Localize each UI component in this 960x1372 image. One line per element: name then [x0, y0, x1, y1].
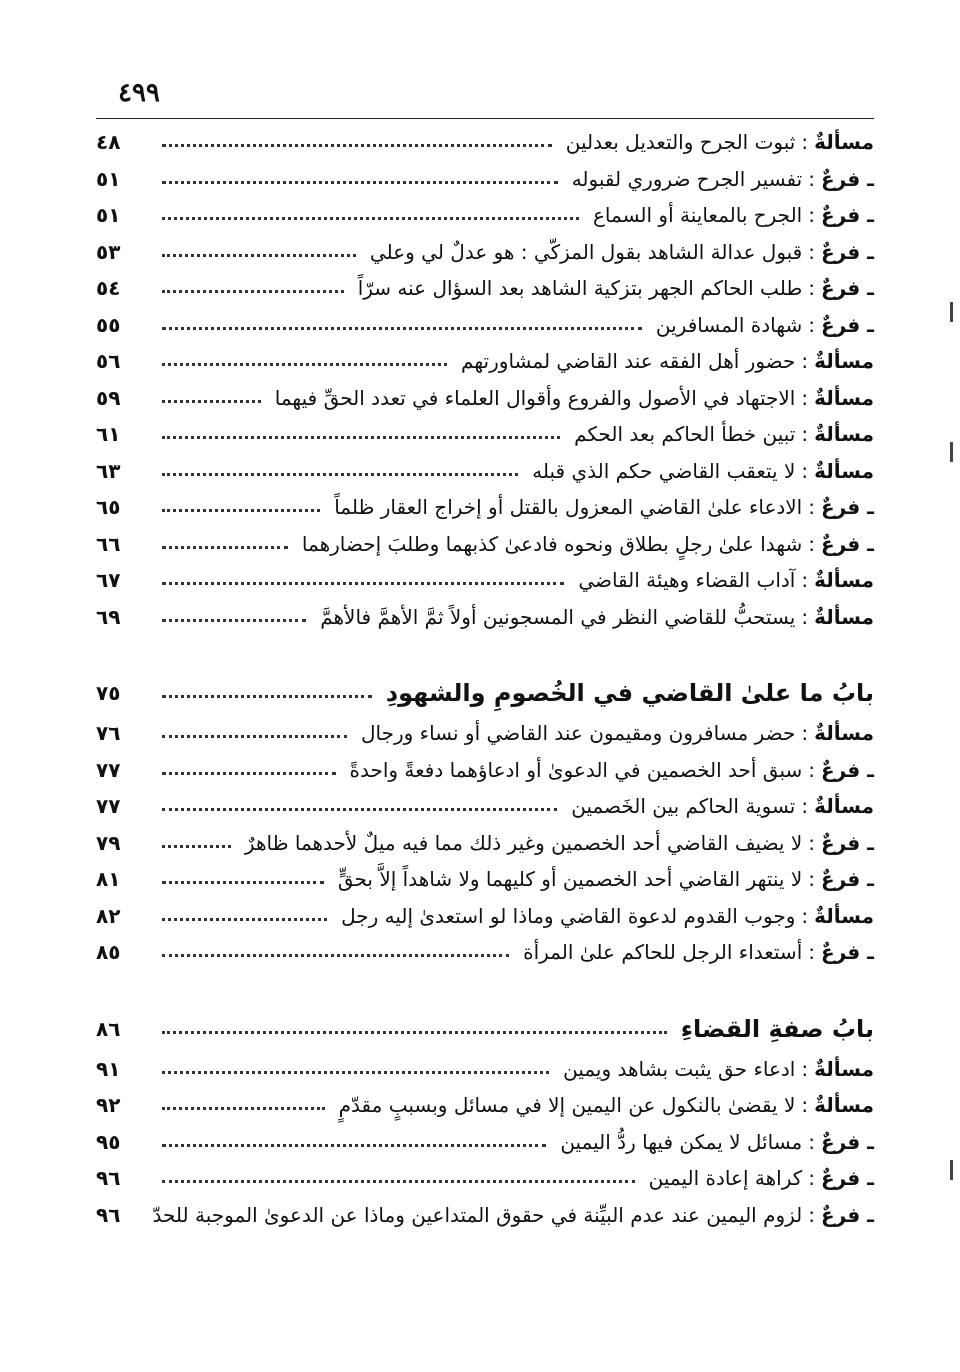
toc-entry: [96, 825, 874, 862]
leader-dots: [162, 953, 509, 957]
entry-text: لا يتعقب القاضي حكم الذي قبله: [532, 458, 796, 483]
leader-dots: [162, 880, 324, 884]
entry-label: [328, 495, 874, 519]
toc-entry: [96, 307, 874, 344]
leader-dots: [162, 1070, 549, 1074]
entry-keyword: مسألةٌ: [814, 604, 874, 629]
entry-text: كراهة إعادة اليمين: [648, 1166, 803, 1191]
toc-entry: [96, 416, 874, 453]
entry-keyword: مسألةٌ: [814, 568, 874, 593]
entry-keyword: مسألةٌ: [814, 349, 874, 374]
entry-separator: :: [808, 867, 815, 892]
entry-keyword: ـ فرعٌ: [821, 312, 874, 337]
entry-page-number: ٧٧: [96, 757, 121, 782]
entry-text: لا يضيف القاضي أحد الخصمين وغير ذلك مما فيه ميلٌ لأحدهما ظاهرٌ: [244, 830, 803, 855]
entry-keyword: مسألةٌ: [814, 385, 874, 410]
entry-text: شهدا علىٰ رجلٍ بطلاق ونحوه فادعىٰ كذبهما وطلبَ إحضارهما: [301, 531, 803, 556]
entry-separator: :: [801, 903, 809, 928]
entry-text: لا يقضىٰ بالنكول عن اليمين إلا في مسائل وبسببٍ مقدّمٍ: [338, 1093, 796, 1118]
entry-page-number: ٥٩: [96, 385, 121, 410]
entry-text: آداب القضاء وهيئة القاضي: [578, 568, 796, 593]
entry-label: [568, 422, 874, 446]
toc-entry: [96, 1087, 874, 1124]
toc-entry: [96, 270, 874, 307]
section-title: بابُ ما علىٰ القاضي في الخُصومِ والشهودِ: [380, 679, 874, 707]
entry-separator: :: [801, 604, 809, 629]
leader-dots: [162, 618, 306, 622]
leader-dots: [162, 216, 579, 220]
entry-text: الاجتهاد في الأصول والفروع وأقوال العلماء في تعدد الحقِّ فيهما: [274, 385, 796, 410]
entry-text: تفسير الجرح ضروري لقبوله: [571, 166, 803, 191]
toc-entry: [96, 861, 874, 898]
entry-keyword: ـ فرعٌ: [821, 1129, 874, 1154]
entry-label: [364, 240, 874, 264]
entry-separator: :: [801, 721, 809, 746]
toc-entry: [96, 197, 874, 234]
leader-dots: [162, 289, 344, 293]
entry-separator: :: [801, 385, 809, 410]
entry-keyword: ـ فرعٌ: [821, 1202, 874, 1227]
section-page-number: ٧٥: [96, 681, 121, 705]
entry-page-number: ٥٣: [96, 239, 121, 264]
leader-dots: [162, 399, 261, 403]
leader-dots: [162, 435, 560, 439]
entry-separator: :: [808, 1129, 815, 1154]
entry-label: [566, 167, 874, 191]
page-number: ٤٩٩: [118, 78, 160, 108]
entry-label: [296, 532, 874, 556]
entry-label: [333, 1093, 874, 1117]
entry-keyword: ـ فرعٌ: [821, 757, 874, 782]
entry-separator: :: [808, 1202, 815, 1227]
toc-entry: [96, 453, 874, 490]
entry-keyword: مسألةٌ: [814, 721, 874, 746]
margin-mark: [950, 302, 953, 322]
leader-dots: [162, 917, 327, 921]
leader-dots: [162, 472, 518, 476]
leader-dots: [162, 1143, 546, 1147]
entry-label: [560, 130, 874, 154]
entry-label: [565, 794, 874, 818]
entry-text: قبول عدالة الشاهد بقول المزكّي : هو عدلٌ لي وعلي: [369, 239, 803, 264]
leader-dots: [162, 771, 336, 775]
entry-separator: :: [808, 531, 815, 556]
entry-page-number: ٧٦: [96, 721, 121, 746]
leader-dots: [162, 508, 320, 512]
entry-keyword: مسألةٌ: [814, 1093, 874, 1118]
toc-entry: [96, 599, 874, 636]
entry-keyword: ـ فرعٌ: [821, 867, 874, 892]
entry-label: [587, 203, 874, 227]
entry-label: [554, 1130, 874, 1154]
entry-keyword: مسألةٌ: [814, 794, 874, 819]
entry-separator: :: [801, 1093, 809, 1118]
entry-page-number: ٥١: [96, 166, 121, 191]
entry-separator: :: [801, 1056, 809, 1081]
entry-keyword: ـ فرعٌ: [821, 203, 874, 228]
entry-label: [643, 1166, 874, 1190]
toc-entry: [96, 788, 874, 825]
section-heading: [96, 671, 874, 715]
leader-dots: [162, 581, 564, 585]
leader-dots: [162, 694, 372, 698]
entry-page-number: ٦١: [96, 422, 121, 447]
entry-text: طلب الحاكم الجهر بتزكية الشاهد بعد السؤال عنه سرّاً: [357, 276, 803, 301]
entry-label: [314, 605, 874, 629]
entry-page-number: ٥٤: [96, 276, 121, 301]
leader-dots: [162, 253, 356, 257]
entry-label: [147, 1203, 874, 1227]
entry-page-number: ٨٥: [96, 940, 121, 965]
leader-dots: [162, 180, 558, 184]
leader-dots: [162, 362, 447, 366]
entry-page-number: ٩٦: [96, 1202, 121, 1227]
entry-page-number: ٥١: [96, 203, 121, 228]
toc-entry: [96, 343, 874, 380]
leader-dots: [162, 734, 347, 738]
entry-separator: :: [808, 830, 815, 855]
entry-label: [557, 1057, 874, 1081]
entry-page-number: ٤٨: [96, 130, 121, 155]
entry-keyword: ـ فرعٌ: [821, 276, 874, 301]
entry-text: سبق أحد الخصمين في الدعوىٰ أو ادعاؤهما دفعةً واحدةً: [349, 757, 803, 782]
toc-entry: [96, 380, 874, 417]
entry-text: يستحبُّ للقاضي النظر في المسجونين أولاً ثمَّ الأهمَّ فالأهمَّ: [320, 604, 796, 629]
toc-entry: [96, 1160, 874, 1197]
entry-label: [355, 721, 874, 745]
entry-page-number: ٨٢: [96, 903, 121, 928]
entry-keyword: مسألةٌ: [814, 1056, 874, 1081]
entry-keyword: ـ فرعٌ: [821, 830, 874, 855]
entry-text: وجوب القدوم لدعوة القاضي وماذا لو استعدىٰ إليه رجل: [341, 903, 796, 928]
table-of-contents: [96, 124, 874, 1233]
entry-keyword: ـ فرعٌ: [821, 1166, 874, 1191]
entry-separator: :: [801, 130, 809, 155]
entry-label: [344, 758, 874, 782]
entry-separator: :: [808, 1166, 815, 1191]
entry-keyword: ـ فرعٌ: [821, 239, 874, 264]
entry-separator: :: [801, 458, 809, 483]
entry-keyword: مسألةٌ: [814, 458, 874, 483]
entry-label: [572, 568, 874, 592]
entry-page-number: ٩٦: [96, 1166, 121, 1191]
entry-text: تبين خطأ الحاكم بعد الحكم: [574, 422, 796, 447]
entry-page-number: ٩٥: [96, 1129, 121, 1154]
toc-entry: [96, 934, 874, 971]
entry-page-number: ٦٩: [96, 604, 121, 629]
toc-entry: [96, 161, 874, 198]
entry-keyword: مسألةٌ: [814, 130, 874, 155]
entry-label: [269, 386, 874, 410]
toc-entry: [96, 234, 874, 271]
entry-label: [455, 349, 874, 373]
entry-page-number: ٦٧: [96, 568, 121, 593]
toc-entry: [96, 526, 874, 563]
toc-entry: [96, 715, 874, 752]
entry-separator: :: [808, 495, 815, 520]
entry-separator: :: [808, 203, 815, 228]
entry-label: [335, 904, 874, 928]
entry-label: [239, 831, 874, 855]
margin-mark: [950, 442, 953, 462]
entry-label: [526, 459, 874, 483]
leader-dots: [162, 807, 557, 811]
entry-text: حضور أهل الفقه عند القاضي لمشاورتهم: [461, 349, 796, 374]
header-rule: [96, 118, 874, 119]
entry-page-number: ٨١: [96, 867, 121, 892]
entry-keyword: ـ فرعٌ: [821, 531, 874, 556]
toc-entry: [96, 752, 874, 789]
entry-page-number: ٦٦: [96, 531, 121, 556]
toc-entry: [96, 1197, 874, 1234]
leader-dots: [162, 1030, 667, 1034]
leader-dots: [162, 143, 552, 147]
entry-label: [517, 940, 874, 964]
entry-text: ثبوت الجرح والتعديل بعدلين: [565, 130, 796, 155]
entry-label: [352, 276, 874, 300]
entry-text: الادعاء علىٰ القاضي المعزول بالقتل أو إخراج العقار ظلماً: [334, 495, 803, 520]
entry-text: لا ينتهر القاضي أحد الخصمين أو كليهما ولا شاهداً إلاَّ بحقٍّ: [337, 867, 803, 892]
section-page-number: ٨٦: [96, 1016, 121, 1041]
entry-separator: :: [808, 166, 815, 191]
entry-text: أستعداء الرجل للحاكم علىٰ المرأة: [523, 940, 803, 965]
entry-page-number: ٦٥: [96, 495, 121, 520]
entry-separator: :: [808, 239, 815, 264]
entry-keyword: ـ فرعٌ: [821, 495, 874, 520]
entry-separator: :: [808, 276, 815, 301]
entry-page-number: ٦٣: [96, 458, 121, 483]
leader-dots: [162, 1179, 635, 1183]
entry-separator: :: [808, 940, 815, 965]
toc-entry: [96, 1124, 874, 1161]
entry-page-number: ٧٧: [96, 794, 121, 819]
entry-separator: :: [801, 568, 809, 593]
entry-separator: :: [808, 312, 815, 337]
entry-keyword: ـ فرعٌ: [821, 166, 874, 191]
entry-keyword: مسألةٌ: [814, 903, 874, 928]
entry-label: [650, 313, 874, 337]
entry-separator: :: [801, 422, 809, 447]
entry-separator: :: [808, 757, 815, 782]
entry-separator: :: [801, 349, 809, 374]
entry-text: تسوية الحاكم بين الخَصمين: [571, 794, 796, 819]
entry-text: الجرح بالمعاينة أو السماع: [592, 203, 803, 228]
entry-separator: :: [801, 794, 809, 819]
toc-entry: [96, 1051, 874, 1088]
entry-page-number: ٧٩: [96, 830, 121, 855]
leader-dots: [162, 844, 231, 848]
entry-page-number: ٩٢: [96, 1093, 121, 1118]
leader-dots: [162, 326, 642, 330]
leader-dots: [162, 545, 288, 549]
entry-page-number: ٥٥: [96, 312, 121, 337]
section-title: بابُ صفةِ القضاءِ: [675, 1015, 874, 1043]
entry-text: شهادة المسافرين: [655, 312, 803, 337]
leader-dots: [162, 1106, 325, 1110]
toc-entry: [96, 898, 874, 935]
entry-text: لزوم اليمين عند عدم البيِّنة في حقوق المتداعين وماذا عن الدعوىٰ الموجبة للحدّ: [152, 1202, 803, 1227]
margin-mark: [950, 1160, 953, 1180]
entry-text: حضر مسافرون ومقيمون عند القاضي أو نساء ورجال: [361, 721, 796, 746]
entry-label: [332, 867, 874, 891]
toc-entry: [96, 124, 874, 161]
entry-text: ادعاء حق يثبت بشاهد ويمين: [563, 1056, 796, 1081]
entry-page-number: ٩١: [96, 1056, 121, 1081]
entry-keyword: مسألةٌ: [814, 422, 874, 447]
section-heading: [96, 1007, 874, 1051]
entry-page-number: ٥٦: [96, 349, 121, 374]
entry-keyword: ـ فرعٌ: [821, 940, 874, 965]
toc-entry: [96, 562, 874, 599]
toc-entry: [96, 489, 874, 526]
entry-text: مسائل لا يمكن فيها ردُّ اليمين: [560, 1129, 803, 1154]
